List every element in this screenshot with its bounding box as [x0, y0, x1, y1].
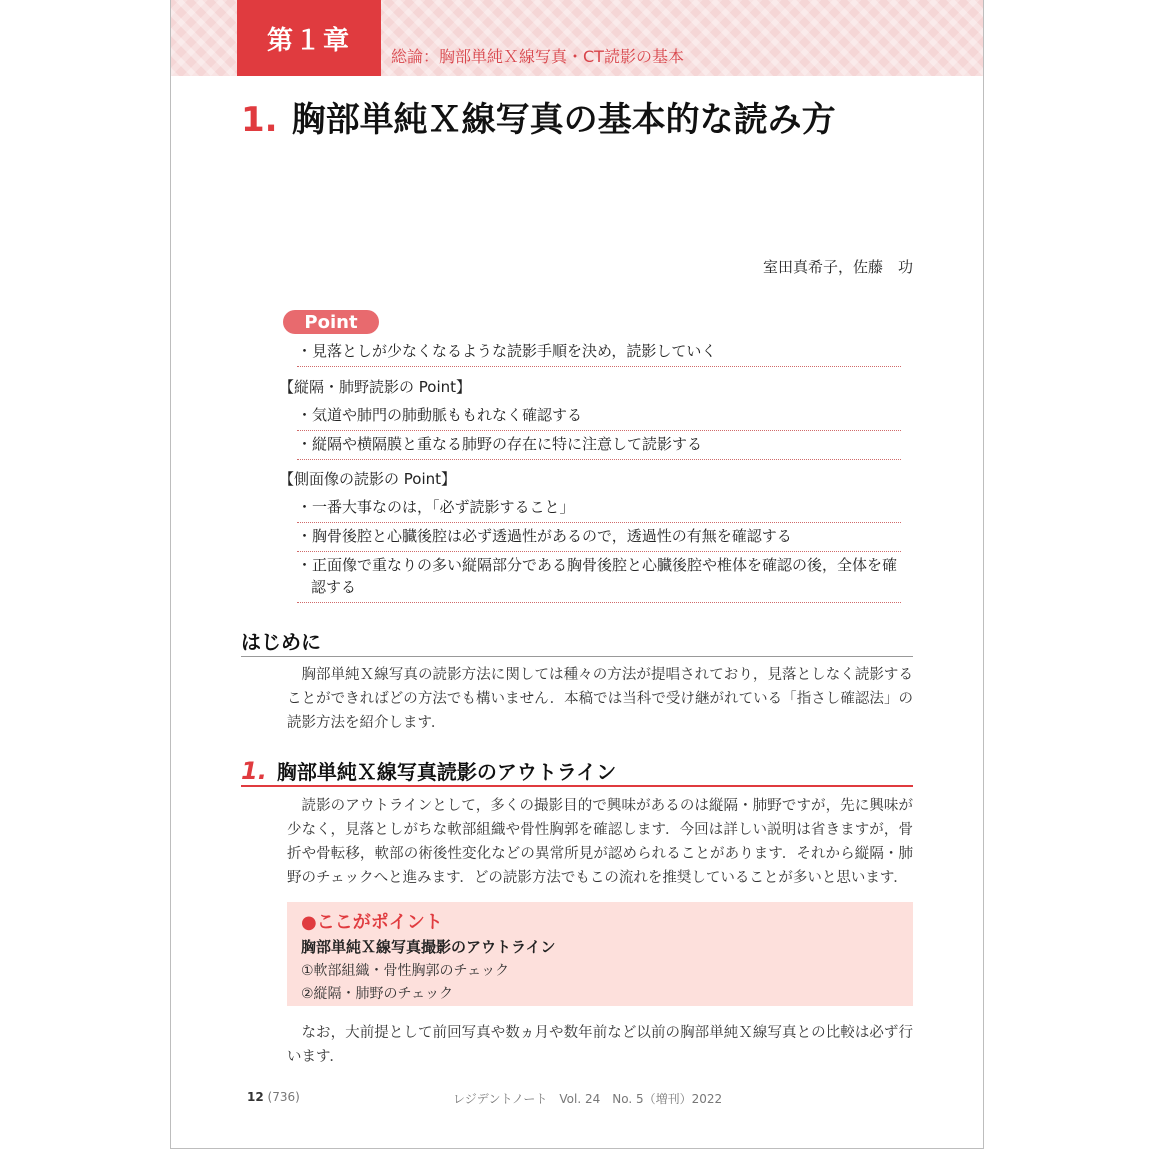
point-item: ・一番大事なのは，「必ず読影すること」: [297, 496, 901, 523]
point-item: ・見落としが少なくなるような読影手順を決め，読影していく: [297, 340, 901, 367]
closing-paragraph: なお，大前提として前回写真や数ヵ月や数年前など以前の胸部単純Ｘ線写真との比較は必ず行います．: [287, 1025, 913, 1065]
intro-paragraph: 胸部単純Ｘ線写真の読影方法に関しては種々の方法が提唱されており，見落としなく読影することができればどの方法でも構いません．本稿では当科で受け継がれている「指さし確認法」の読影方法を紹介します．: [287, 667, 913, 731]
section1-heading-text: 胸部単純Ｘ線写真読影のアウトライン: [276, 760, 617, 784]
article-title-text: 胸部単純Ｘ線写真の基本的な読み方: [291, 100, 836, 140]
page-number-sub: (736): [267, 1090, 300, 1104]
point-item: ・縦隔や横隔膜と重なる肺野の存在に特に注意して読影する: [297, 433, 901, 460]
chapter-label: 第１章: [237, 0, 381, 76]
callout-item: ①軟部組織・骨性胸郭のチェック: [301, 963, 510, 979]
article-title-number: 1.: [241, 100, 278, 140]
section1-number: 1.: [241, 757, 267, 785]
footer-page-number: [247, 1090, 300, 1104]
document-page: [170, 0, 984, 1149]
point-item: ・気道や肺門の肺動脈ももれなく確認する: [297, 404, 901, 431]
point-heading: 【縦隔・肺野読影の Point】: [279, 378, 472, 396]
point-item: ・正面像で重なりの多い縦隔部分である胸骨後腔と心臓後腔や椎体を確認の後，全体を確認する: [297, 554, 901, 603]
key-point-callout: [287, 902, 913, 1006]
authors: 室田真希子，佐藤 功: [762, 258, 913, 276]
point-badge: Point: [283, 310, 379, 334]
point-item: ・胸骨後腔と心臓後腔は必ず透過性があるので，透過性の有無を確認する: [297, 525, 901, 552]
article-title: [241, 92, 836, 141]
section1-paragraph: 読影のアウトラインとして，多くの撮影目的で興味があるのは縦隔・肺野ですが，先に興味が少なく，見落としがちな軟部組織や骨性胸郭を確認します．今回は詳しい説明は省きますが，骨折や骨転移，軟部の術後性変化などの異常所見が認められることがあります．それから縦隔・肺野のチェックへと進みます．どの読影方法でもこの流れを推奨していることが多いと思います．: [287, 798, 913, 886]
callout-subtitle: 胸部単純Ｘ線写真撮影のアウトライン: [301, 938, 556, 956]
callout-item: ②縦隔・肺野のチェック: [301, 986, 454, 1002]
footer-journal: レジデントノート Vol. 24 No. 5（増刊）2022: [453, 1092, 723, 1106]
page-number: 12: [247, 1090, 264, 1104]
intro-heading-rule: [241, 656, 913, 657]
chapter-subtitle: 総論：胸部単純Ｘ線写真・CT読影の基本: [391, 47, 684, 66]
point-heading: 【側面像の読影の Point】: [279, 470, 457, 488]
callout-title: ●ここがポイント: [301, 912, 443, 933]
intro-heading: はじめに: [241, 630, 321, 654]
section1-heading-rule: [241, 785, 913, 787]
section1-heading: [241, 756, 616, 785]
